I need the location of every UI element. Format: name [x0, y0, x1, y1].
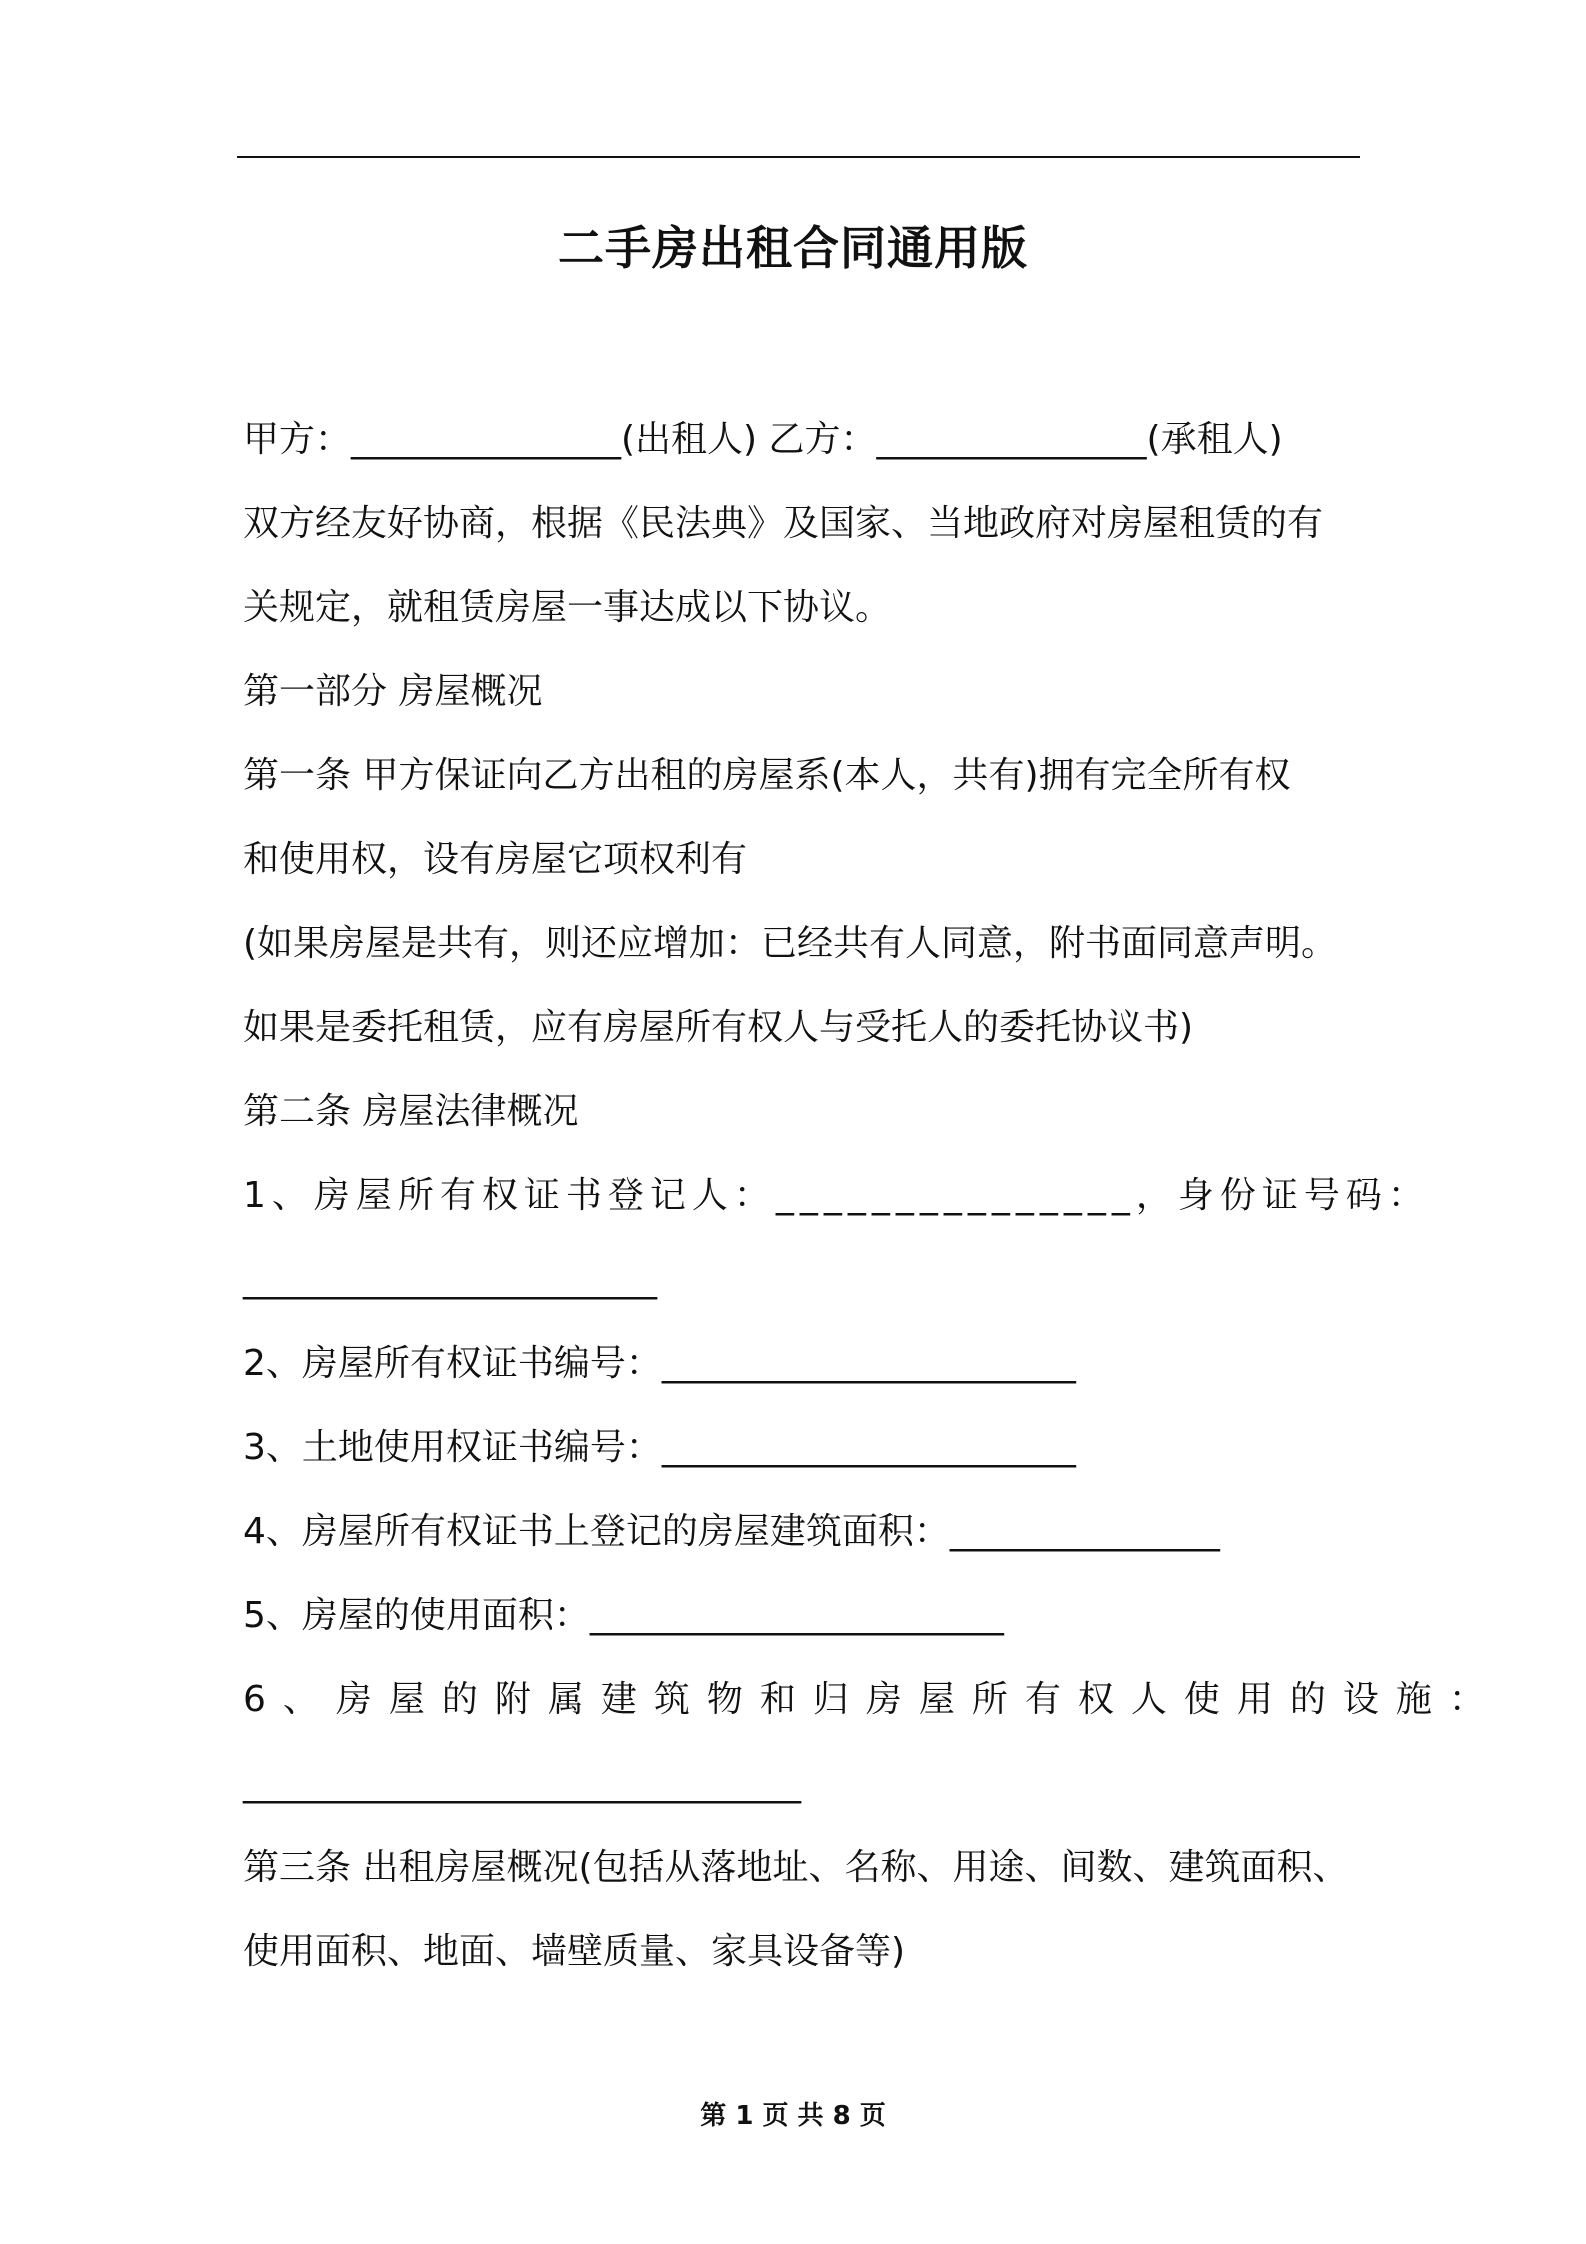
- blank-field: _______________________________: [243, 1763, 801, 1804]
- body-line: 和使用权，设有房屋它项权利有: [243, 839, 748, 880]
- blank-field: _______________________: [243, 1259, 657, 1300]
- list-item: 6、房屋的附属建筑物和归房屋所有权人使用的设施：: [243, 1679, 1502, 1720]
- article-heading: 第二条 房屋法律概况: [243, 1091, 579, 1132]
- section-heading: 第一部分 房屋概况: [243, 671, 543, 712]
- document-body: [243, 398, 1502, 1994]
- header-rule: [237, 156, 1360, 158]
- document-title: 二手房出租合同通用版: [558, 221, 1028, 275]
- body-line: (如果房屋是共有，则还应增加：已经共有人同意，附书面同意声明。: [243, 923, 1338, 964]
- article-line: 第三条 出租房屋概况(包括从落地址、名称、用途、间数、建筑面积、: [243, 1847, 1349, 1888]
- body-line: 双方经友好协商，根据《民法典》及国家、当地政府对房屋租赁的有: [243, 503, 1324, 544]
- body-line: 关规定，就租赁房屋一事达成以下协议。: [243, 587, 892, 628]
- article-line: 第一条 甲方保证向乙方出租的房屋系(本人，共有)拥有完全所有权: [243, 755, 1291, 796]
- list-item: 3、土地使用权证书编号：_______________________: [243, 1427, 1076, 1468]
- body-line: 使用面积、地面、墙壁质量、家具设备等): [243, 1931, 906, 1972]
- list-item: 1、房屋所有权证书登记人：_______________，身份证号码：: [243, 1175, 1430, 1216]
- body-line: 如果是委托租赁，应有房屋所有权人与受托人的委托协议书): [243, 1007, 1194, 1048]
- list-item: 2、房屋所有权证书编号：_______________________: [243, 1343, 1076, 1384]
- list-item: 4、房屋所有权证书上登记的房屋建筑面积：_______________: [243, 1511, 1220, 1552]
- party-line: 甲方：_______________(出租人) 乙方：_______________(承租人): [243, 419, 1283, 460]
- list-item: 5、房屋的使用面积：_______________________: [243, 1595, 1004, 1636]
- page-footer: 第 1 页 共 8 页: [700, 2101, 886, 2131]
